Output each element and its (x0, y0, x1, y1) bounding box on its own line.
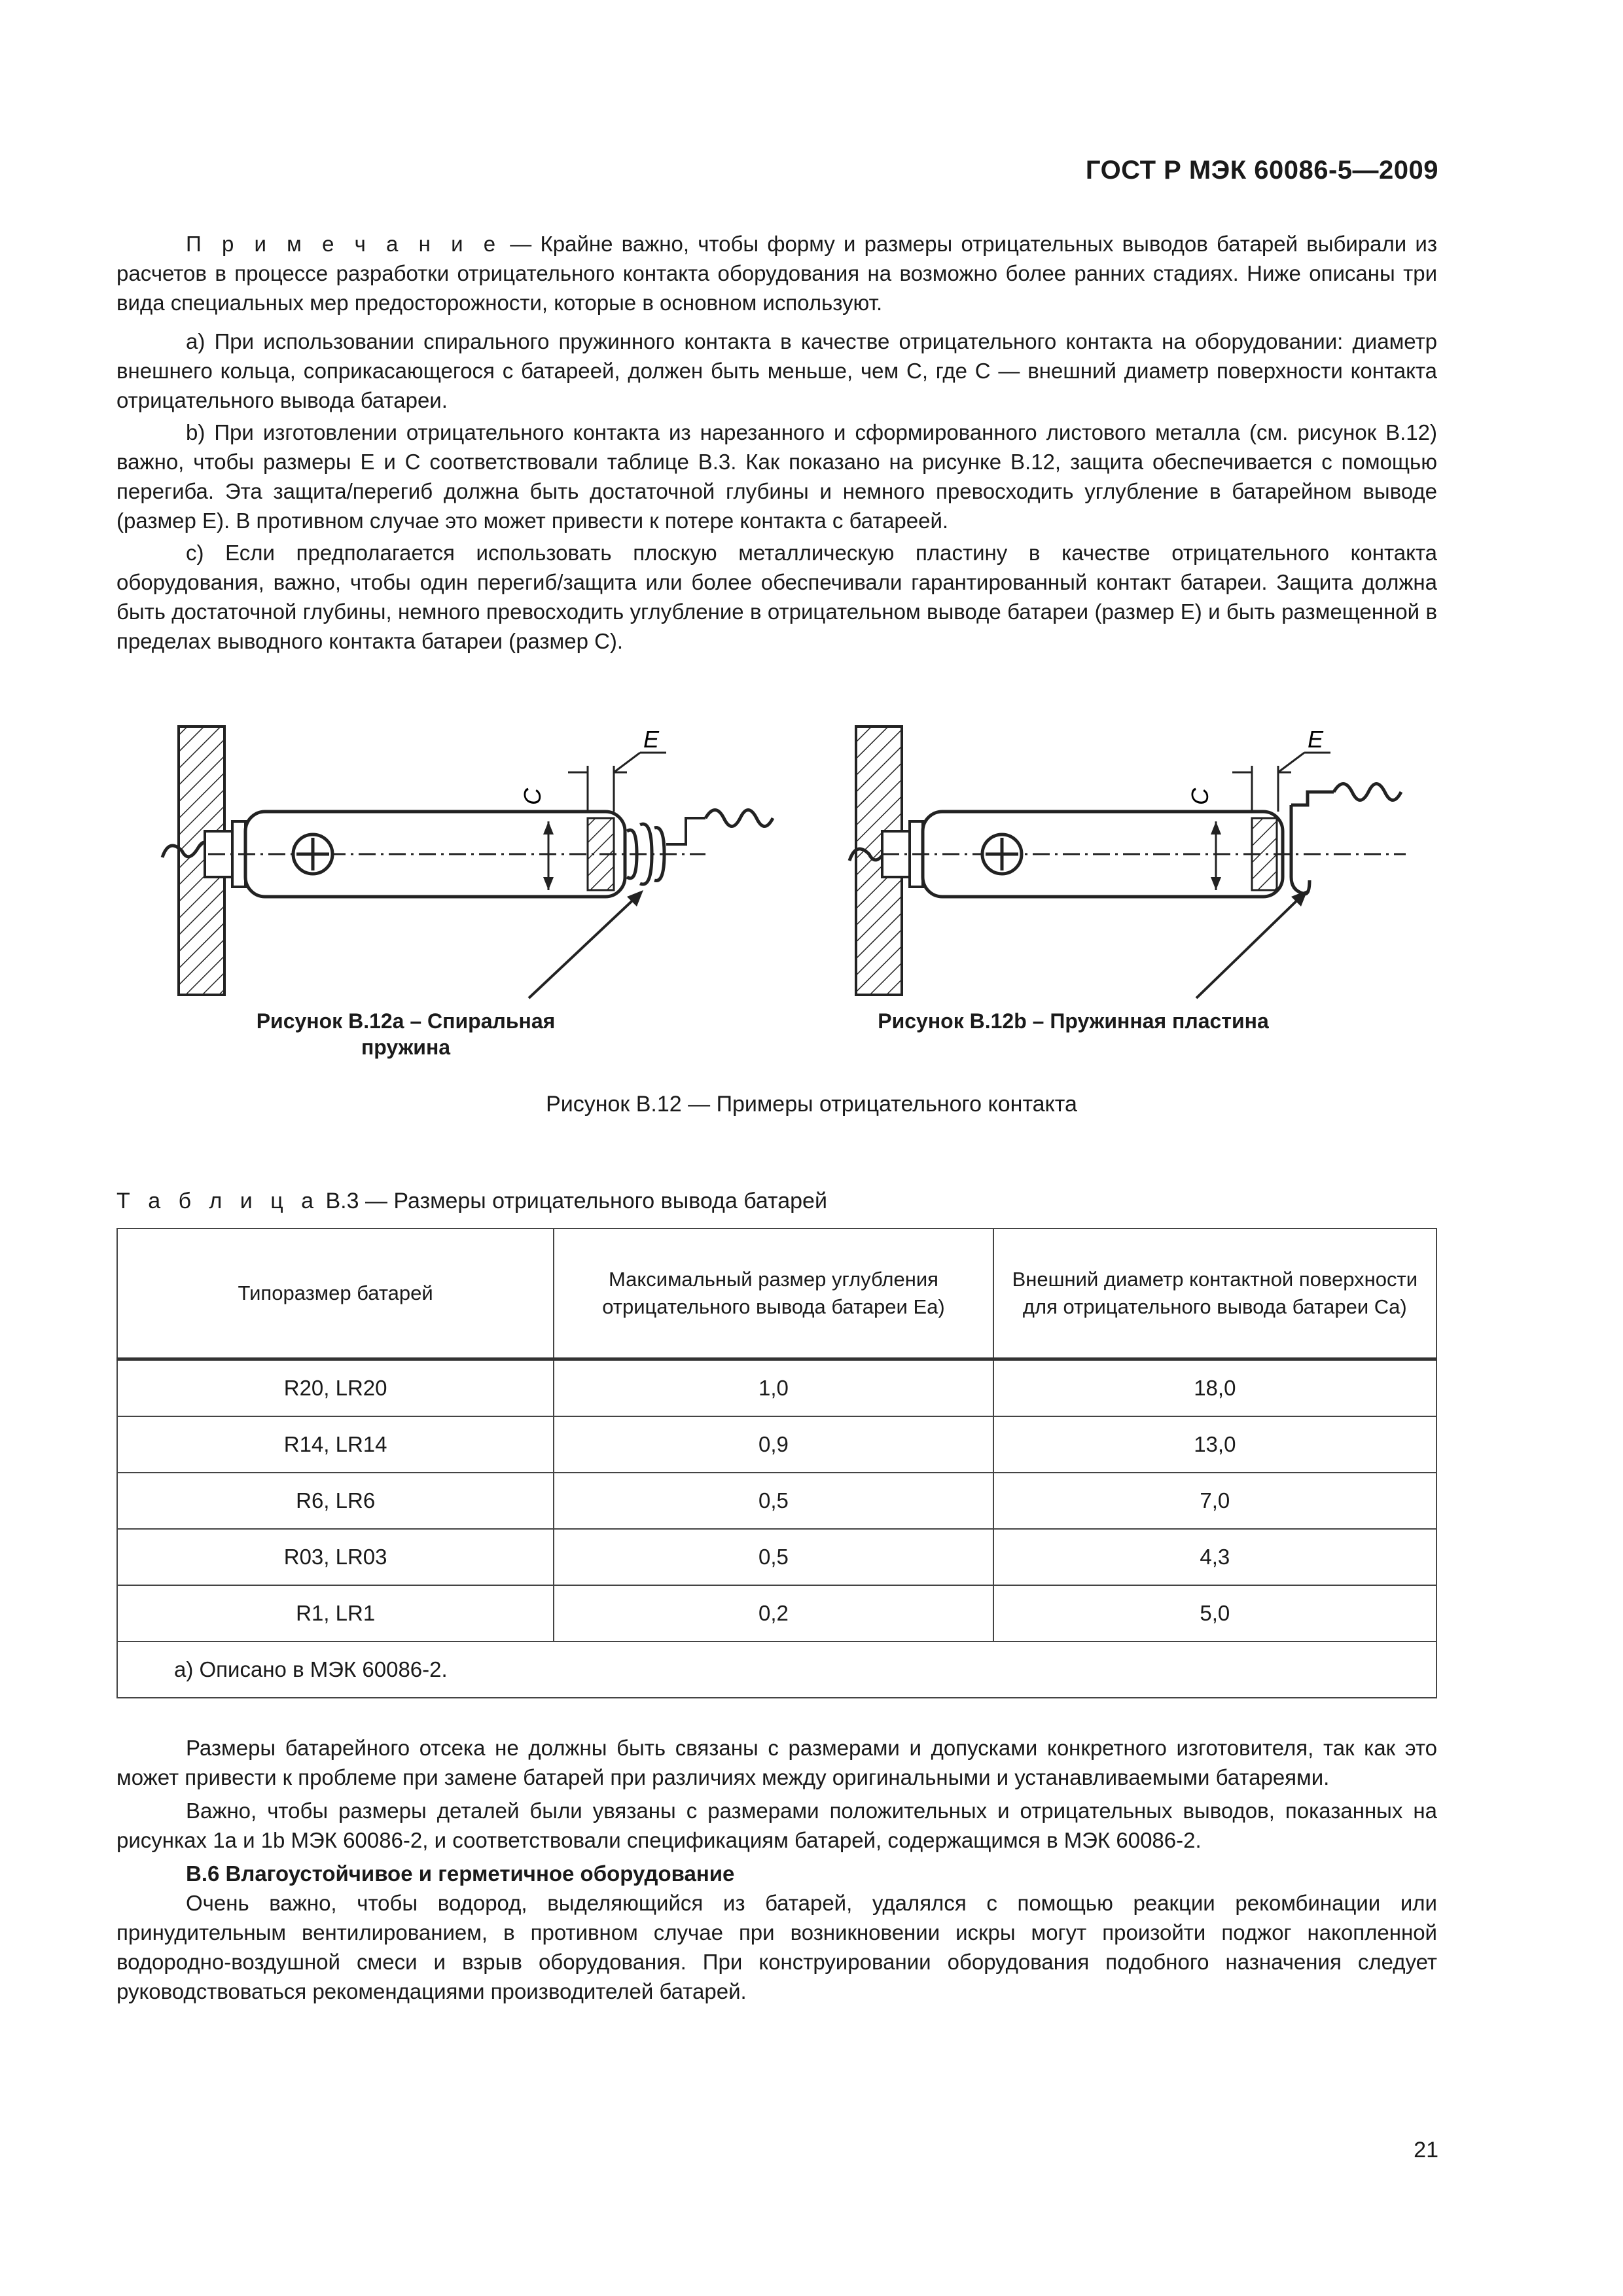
figure-b-caption: Рисунок В.12b – Пружинная пластина (878, 1009, 1269, 1033)
table-cell: R03, LR03 (117, 1529, 554, 1585)
figure-a-caption: Рисунок В.12а – Спиральная пружина (256, 1009, 556, 1059)
table-cell: 5,0 (993, 1585, 1436, 1641)
table-label: Т а б л и ц а (116, 1189, 320, 1213)
header-cell: Внешний диаметр контактной поверхности для отрицательного вывода батареи Cа) (993, 1229, 1436, 1359)
table-cell: R6, LR6 (117, 1473, 554, 1529)
table-title (116, 1189, 827, 1214)
table-cell: R1, LR1 (117, 1585, 554, 1641)
table-cell: 1,0 (554, 1359, 993, 1417)
header-cell: Типоразмер батарей (117, 1229, 554, 1359)
dim-e-label-b: E (1308, 726, 1324, 753)
figure-b-spring-plate (849, 726, 1406, 998)
figure-caption: Рисунок В.12 — Примеры отрицательного контакта (546, 1092, 1077, 1117)
item-b: b) При изготовлении отрицательного контакта из нарезанного и сформированного листового металла (см. рисунок В.12) важно, чтобы размеры E и C соответствовали таблице В.3. Как показано на рисунке В.12, защита обеспечивается с помощью перегиба. Эта защита/перегиб должна быть достаточной глубины и немного превосходить углубление в батарейном выводе (размер E). В противном случае это может привести к потере контакта с батареей. (116, 420, 1437, 533)
table-cell: 0,5 (554, 1529, 993, 1585)
table-cell: 13,0 (993, 1416, 1436, 1473)
table-cell: 0,5 (554, 1473, 993, 1529)
section-title: В.6 Влагоустойчивое и герметичное оборудование (186, 1861, 735, 1886)
body-text (116, 1733, 1437, 2010)
table-cell: 18,0 (993, 1359, 1436, 1417)
note-paragraph (116, 229, 1437, 317)
table-cell: 0,2 (554, 1585, 993, 1641)
table-footnote-row (117, 1641, 1436, 1698)
document-id: ГОСТ Р МЭК 60086-5—2009 (1085, 156, 1438, 185)
page-number: 21 (1414, 2138, 1438, 2162)
item-a: a) При использовании спирального пружинного контакта в качестве отрицательного контакта на оборудовании: диаметр внешнего кольца, соприкасающегося с батареей, должен быть меньше, чем C, где C — внешний диаметр поверхности контакта отрицательного вывода батареи. (116, 329, 1437, 412)
table-b3 (116, 1228, 1437, 1698)
table-cell: 4,3 (993, 1529, 1436, 1585)
table-row (117, 1416, 1436, 1473)
dim-e-label-a: E (643, 726, 660, 753)
table-cell: R20, LR20 (117, 1359, 554, 1417)
table-row (117, 1359, 1436, 1417)
dim-c-label-b: C (1186, 788, 1213, 805)
table-cell: 7,0 (993, 1473, 1436, 1529)
table-header-row (117, 1229, 1436, 1359)
item-c: c) Если предполагается использовать плоскую металлическую пластину в качестве отрицательного контакта оборудования, важно, чтобы один перегиб/защита или более обеспечивали гарантированный контакт батареи. Защита должна быть достаточной глубины, немного превосходить углубление в отрицательном выводе батареи (размер E) и быть размещенной в пределах выводного контакта батареи (размер C). (116, 541, 1437, 653)
note-label: П р и м е ч а н и е (186, 232, 502, 256)
body-paragraph-1: Размеры батарейного отсека не должны быть связаны с размерами и допусками конкретного изготовителя, так как это может привести к проблеме при замене батарей при различиях между оригинальными и устанавливаемыми батареями. (116, 1736, 1437, 1789)
table-row (117, 1585, 1436, 1641)
note-text: — Крайне важно, чтобы форму и размеры отрицательных выводов батарей выбирали из расчетов в процессе разработки отрицательного контакта оборудования на возможно более ранних стадиях. Ниже описаны три вида специальных мер предосторожности, которые в основном используют. (116, 232, 1437, 315)
note-block (116, 229, 1437, 658)
table-cell: R14, LR14 (117, 1416, 554, 1473)
body-paragraph-3: Очень важно, чтобы водород, выделяющийся из батарей, удалялся с помощью реакции рекомбинации или принудительным вентилированием, в противном случае при возникновении искры могут произойти поджог накопленной водородно-воздушной смеси и взрыв оборудования. При конструировании оборудования подобного назначения следует руководствоваться рекомендациями производителей батарей. (116, 1891, 1437, 2003)
table-title-text: В.3 — Размеры отрицательного вывода батарей (319, 1189, 827, 1213)
table-footnote: а) Описано в МЭК 60086-2. (117, 1641, 1436, 1698)
table-cell: 0,9 (554, 1416, 993, 1473)
dim-c-label-a: C (519, 788, 546, 805)
table-row (117, 1529, 1436, 1585)
body-paragraph-2: Важно, чтобы размеры деталей были увязаны с размерами положительных и отрицательных выводов, показанных на рисунках 1a и 1b МЭК 60086-2, и соответствовали спецификациям батарей, содержащимся в МЭК 60086-2. (116, 1799, 1437, 1852)
table-row (117, 1473, 1436, 1529)
header-cell: Максимальный размер углубления отрицательного вывода батареи Eа) (554, 1229, 993, 1359)
figure-a-spiral-spring (162, 726, 773, 998)
